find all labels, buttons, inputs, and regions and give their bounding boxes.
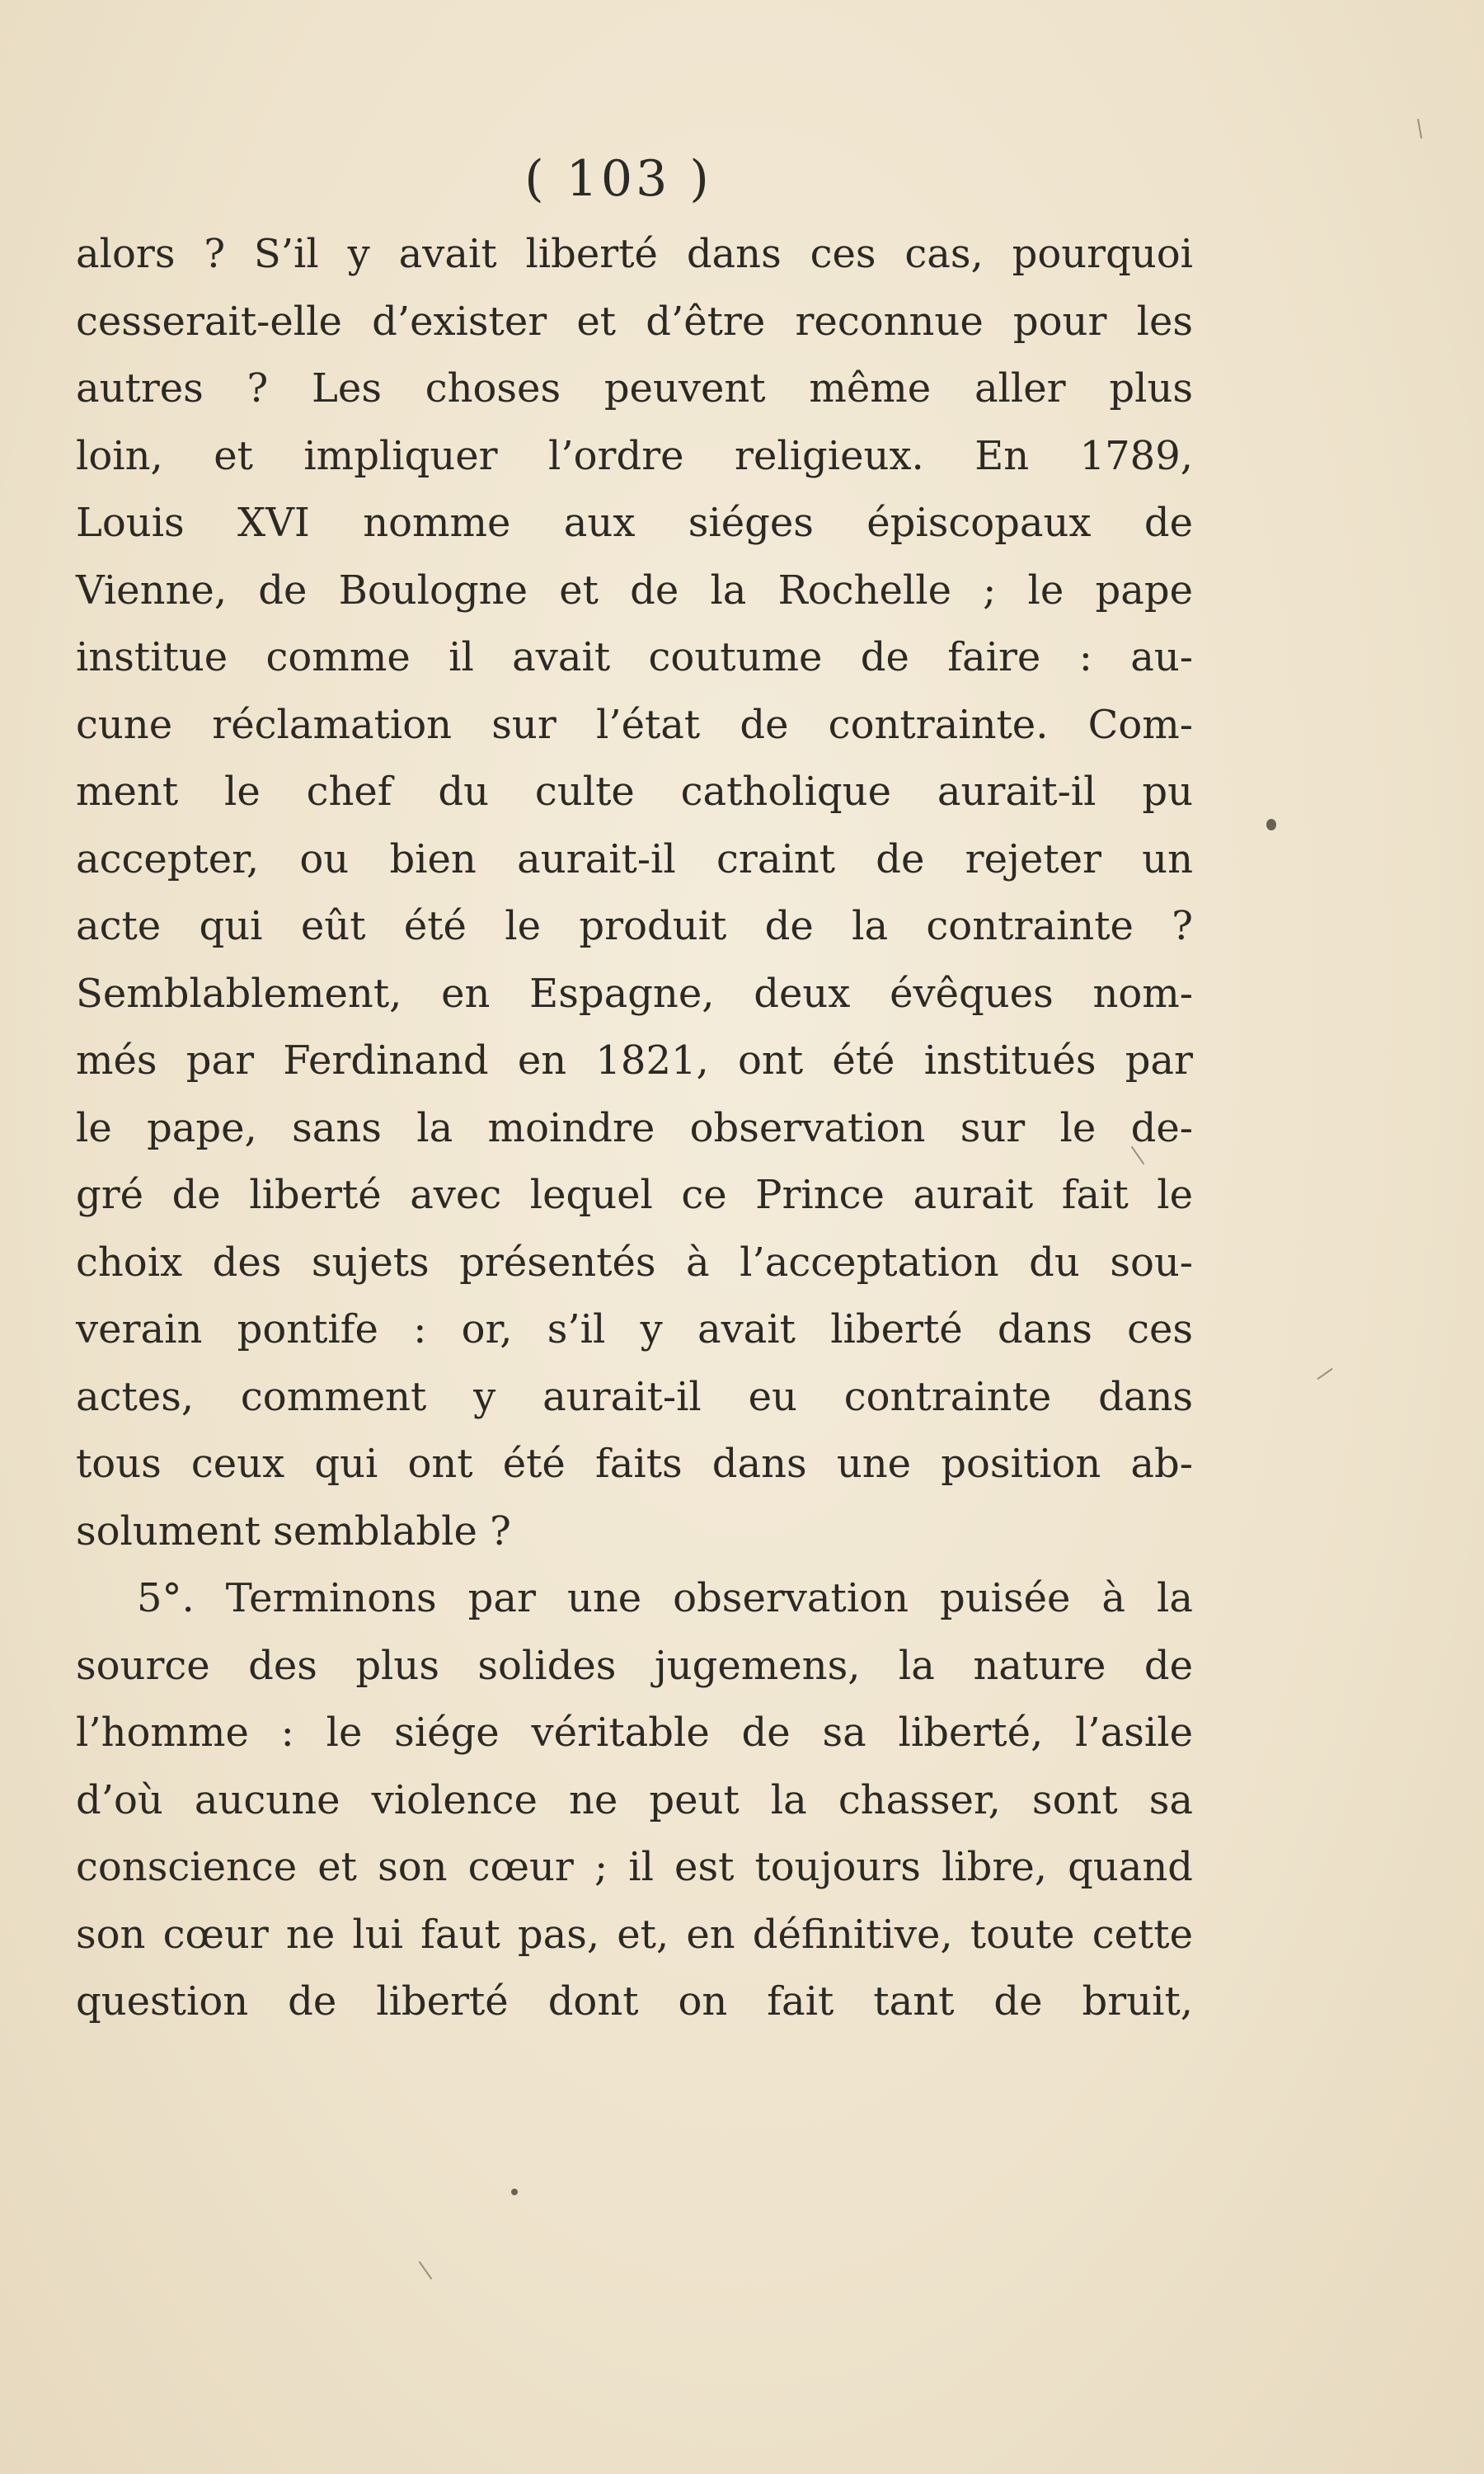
text-line: Vienne, de Boulogne et de la Rochelle ; le pape: [76, 567, 1193, 614]
text-line: ment le chef du culte catholique aurait-il pu: [76, 769, 1193, 815]
text-line: son cœur ne lui faut pas, et, en définitive, toute cette: [76, 1911, 1193, 1958]
text-line: actes, comment y aurait-il eu contrainte dans: [76, 1373, 1193, 1420]
text-line: choix des sujets présentés à l’acceptation du sou-: [76, 1239, 1193, 1286]
text-line: acte qui eût été le produit de la contrainte ?: [76, 903, 1193, 949]
text-line: autres ? Les choses peuvent même aller plus: [76, 365, 1193, 412]
text-line: Semblablement, en Espagne, deux évêques nom-: [76, 970, 1193, 1017]
paper-mark: [419, 2261, 433, 2279]
paper-mark: [1317, 1368, 1332, 1380]
text-line: verain pontife : or, s’il y avait liberté dans ces: [76, 1306, 1193, 1352]
text-line: source des plus solides jugemens, la nature de: [76, 1642, 1193, 1689]
paper-speck: [1266, 819, 1276, 830]
text-line: cune réclamation sur l’état de contrainte. Com-: [76, 701, 1193, 748]
text-line: accepter, ou bien aurait-il craint de rejeter un: [76, 835, 1193, 882]
text-line: question de liberté dont on fait tant de bruit,: [76, 1978, 1193, 2025]
text-line: tous ceux qui ont été faits dans une position ab-: [76, 1441, 1193, 1487]
text-line: l’homme : le siége véritable de sa liberté, l’asile: [76, 1710, 1193, 1756]
paper-speck: [511, 2189, 518, 2195]
text-line: d’où aucune violence ne peut la chasser, sont sa: [76, 1776, 1193, 1823]
text-line: loin, et impliquer l’ordre religieux. En 1789,: [76, 432, 1193, 479]
text-line: més par Ferdinand en 1821, ont été institués par: [76, 1037, 1193, 1084]
paragraph-start-line: 5°. Terminons par une observation puisée à la: [137, 1575, 1193, 1621]
page-number: ( 103 ): [524, 150, 712, 208]
paper-mark: [1417, 119, 1422, 139]
text-line: cesserait-elle d’exister et d’être reconnue pour les: [76, 298, 1193, 345]
text-line: gré de liberté avec lequel ce Prince aurait fait le: [76, 1172, 1193, 1218]
text-line: alors ? S’il y avait liberté dans ces cas, pourquoi: [76, 231, 1193, 277]
body-text: [76, 221, 1193, 2036]
text-line: institue comme il avait coutume de faire : au-: [76, 634, 1193, 680]
text-line: solument semblable ?: [76, 1507, 511, 1554]
text-line: Louis XVI nomme aux siéges épiscopaux de: [76, 500, 1193, 546]
text-line: conscience et son cœur ; il est toujours libre, quand: [76, 1844, 1193, 1890]
text-line: le pape, sans la moindre observation sur le de-: [76, 1104, 1193, 1151]
